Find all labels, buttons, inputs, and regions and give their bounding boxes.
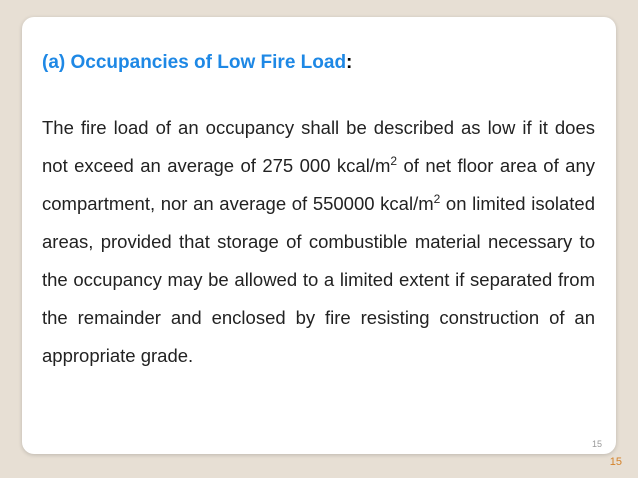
slide-heading [42,52,352,74]
superscript-2: 2 [433,192,441,206]
slide-page-number: 15 [591,439,602,449]
page-number: 15 [609,456,622,468]
heading-colon: : [346,52,353,73]
paragraph-part-2: of net floor area of any compartment, nor an average of 550000 kcal/m [42,155,595,214]
superscript-1: 2 [390,154,398,168]
heading-text: (a) Occupancies of Low Fire Load [42,52,347,73]
slide-card [22,17,616,454]
paragraph-part-1: The fire load of an occupancy shall be described as low if it does not exceed an average of 275 000 kcal/m [42,117,595,176]
paragraph-part-3: on limited isolated areas, provided that storage of combustible material necessary to the occupancy may be allowed to a limited extent if separated from the remainder and enclosed by fire resisting construction of an appropriate grade. [42,193,595,366]
body-paragraph [42,109,595,375]
